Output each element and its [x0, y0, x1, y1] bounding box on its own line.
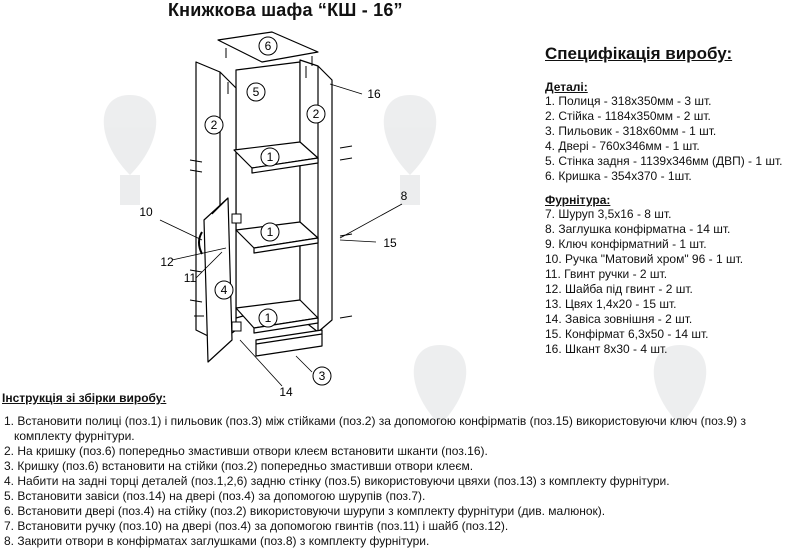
list-item: 9. Ключ конфірматний - 1 шт. [545, 237, 707, 251]
callout-1-upper: 1 [266, 150, 274, 164]
right-stand [300, 60, 332, 332]
label-8: 8 [400, 189, 408, 203]
list-item: 2. Стійка - 1184х350мм - 2 шт. [545, 109, 711, 123]
instruction-step: 8. Закрити отвори в конфірматах заглушками (поз.8) з комплекту фурнітури. [4, 534, 430, 548]
instructions-heading: Інструкція зі збірки виробу: [2, 391, 167, 405]
instruction-step [4, 414, 799, 444]
label-10: 10 [139, 205, 153, 219]
hardware-list [545, 207, 743, 357]
drawing-title: Книжкова шафа “КШ - 16” [168, 0, 403, 20]
callout-2-right: 2 [312, 107, 320, 121]
details-heading: Деталі: [545, 80, 588, 94]
label-16: 16 [367, 87, 381, 101]
spec-title: Специфікація виробу: [545, 44, 733, 63]
details-list [545, 94, 783, 184]
instructions-list [4, 414, 799, 549]
hardware-heading: Фурнітура: [545, 193, 611, 207]
list-item: 10. Ручка "Матовий хром" 96 - 1 шт. [545, 252, 744, 266]
list-item: 5. Стінка задня - 1139х346мм (ДВП) - 1 шт. [545, 154, 783, 168]
callout-3: 3 [318, 369, 326, 383]
instruction-step: 7. Встановити ручку (поз.10) на двері (поз.4) за допомогою гвинтів (поз.11) і шайб (поз.12). [4, 519, 509, 533]
list-item: 6. Кришка - 354х370 - 1шт. [545, 169, 692, 183]
callout-4: 4 [220, 283, 228, 297]
list-item: 14. Завіса зовнішня - 2 шт. [545, 312, 693, 326]
instruction-step: 4. Набити на задні торці деталей (поз.1,2,6) задню стінку (поз.5) використовуючи цвяхи (поз.13) з комплекту фурнітури. [4, 474, 670, 488]
list-item: 1. Полиця - 318х350мм - 3 шт. [545, 94, 712, 108]
list-item: 7. Шуруп 3,5х16 - 8 шт. [545, 207, 672, 221]
callout-2-left: 2 [210, 118, 218, 132]
label-15: 15 [383, 236, 397, 250]
instruction-text-continued: комплекту фурнітури. [14, 429, 135, 443]
list-item: 15. Конфірмат 6,3х50 - 14 шт. [545, 327, 709, 341]
label-12: 12 [160, 255, 174, 269]
callout-1-middle: 1 [266, 225, 274, 239]
list-item: 16. Шкант 8х30 - 4 шт. [545, 342, 668, 356]
instruction-step: 6. Встановити двері (поз.4) на стійку (поз.2) використовуючи шурупи з комплекту фурнітури (див. малюнок). [4, 504, 606, 518]
instruction-step: 5. Встановити завіси (поз.14) на двері (поз.4) за допомогою шурупів (поз.7). [4, 489, 426, 503]
list-item: 8. Заглушка конфірматна - 14 шт. [545, 222, 731, 236]
instruction-step: 3. Кришку (поз.6) встановити на стійки (поз.2) попередньо змастивши отвори клеєм. [4, 459, 474, 473]
back-panel [236, 62, 300, 318]
label-14: 14 [279, 385, 293, 399]
instruction-text: 1. Встановити полиці (поз.1) і пильовик (поз.3) між стійками (поз.2) за допомогою конфірматів (поз.15) використовуючи ключ (поз.9) з [4, 414, 746, 428]
list-item: 11. Гвинт ручки - 2 шт. [545, 267, 668, 281]
list-item: 12. Шайба під гвинт - 2 шт. [545, 282, 693, 296]
door-panel [204, 198, 232, 362]
callout-1-lower: 1 [264, 311, 272, 325]
list-item: 3. Пильовик - 318х60мм - 1 шт. [545, 124, 717, 138]
list-item: 4. Двері - 760х346мм - 1 шт. [545, 139, 700, 153]
callout-5: 5 [252, 85, 260, 99]
instruction-step: 2. На кришку (поз.6) попередньо змастивши отвори клеєм встановити шканти (поз.16). [4, 444, 488, 458]
list-item: 13. Цвях 1,4х20 - 15 шт. [545, 297, 677, 311]
callout-6: 6 [264, 39, 272, 53]
label-11: 11 [183, 271, 197, 285]
